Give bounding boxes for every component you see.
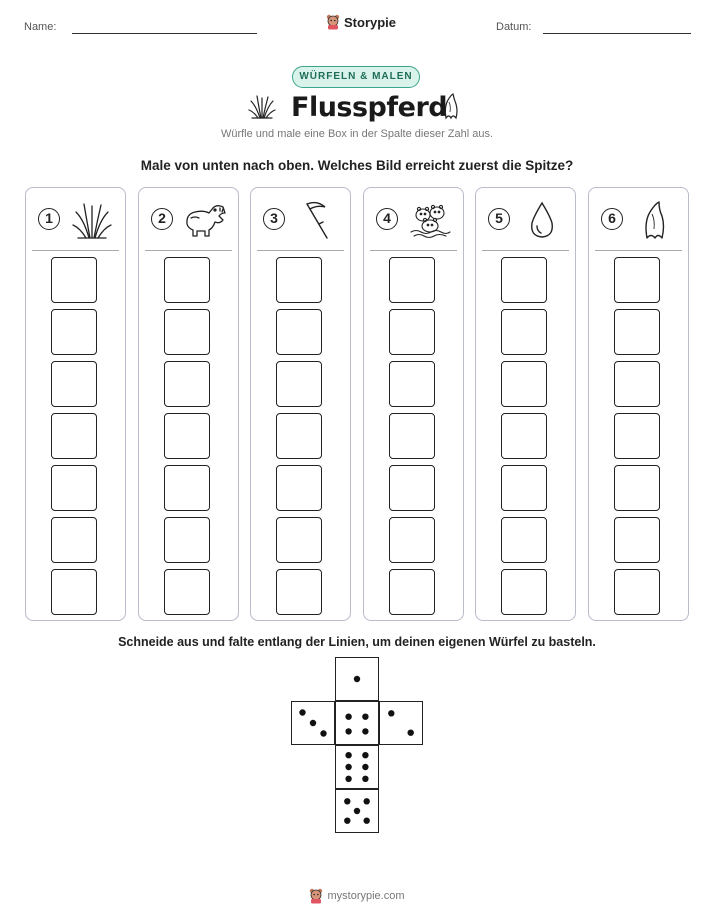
tooth-icon — [633, 198, 677, 242]
page-title: Flusspferd — [291, 92, 448, 123]
color-box[interactable] — [501, 569, 547, 615]
column-divider — [370, 250, 457, 251]
color-box[interactable] — [276, 517, 322, 563]
color-box[interactable] — [164, 465, 210, 511]
color-box[interactable] — [276, 361, 322, 407]
color-box[interactable] — [276, 465, 322, 511]
color-box[interactable] — [51, 257, 97, 303]
color-box[interactable] — [501, 465, 547, 511]
die-pip — [362, 752, 368, 758]
die-pip — [354, 676, 360, 682]
die-pip — [320, 730, 326, 736]
column-divider — [32, 250, 119, 251]
color-box[interactable] — [389, 517, 435, 563]
column-number: 3 — [263, 208, 285, 230]
date-line — [543, 33, 691, 34]
color-box[interactable] — [164, 309, 210, 355]
column-2 — [138, 187, 239, 621]
color-box[interactable] — [389, 413, 435, 459]
die-face-5 — [335, 789, 379, 833]
column-number: 2 — [151, 208, 173, 230]
name-line — [72, 33, 257, 34]
color-box[interactable] — [614, 361, 660, 407]
color-box[interactable] — [164, 361, 210, 407]
color-box[interactable] — [614, 257, 660, 303]
color-box[interactable] — [501, 413, 547, 459]
color-box[interactable] — [614, 517, 660, 563]
color-box[interactable] — [501, 361, 547, 407]
color-box[interactable] — [501, 309, 547, 355]
category-badge: WÜRFELN & MALEN — [292, 66, 420, 88]
die-pip — [299, 709, 305, 715]
die-face-6 — [335, 745, 379, 789]
color-box[interactable] — [276, 569, 322, 615]
column-divider — [257, 250, 344, 251]
color-box[interactable] — [389, 257, 435, 303]
die-pip — [345, 728, 351, 734]
storypie-bear-icon — [326, 14, 340, 30]
column-number: 1 — [38, 208, 60, 230]
color-box[interactable] — [51, 309, 97, 355]
color-box[interactable] — [51, 465, 97, 511]
column-6 — [588, 187, 689, 621]
footer — [0, 888, 714, 904]
die-pip — [362, 776, 368, 782]
color-box[interactable] — [614, 309, 660, 355]
die-pip — [345, 714, 351, 720]
color-box[interactable] — [389, 309, 435, 355]
brand-logo — [326, 14, 396, 30]
die-pip — [362, 714, 368, 720]
die-face-1 — [335, 657, 379, 701]
color-box[interactable] — [276, 257, 322, 303]
die-face-4 — [335, 701, 379, 745]
subtitle: Würfle und male eine Box in der Spalte dieser Zahl aus. — [220, 128, 494, 140]
color-box[interactable] — [389, 465, 435, 511]
die-pip — [345, 776, 351, 782]
column-divider — [145, 250, 232, 251]
color-box[interactable] — [164, 569, 210, 615]
die-pip — [362, 764, 368, 770]
die-pip — [364, 818, 370, 824]
color-box[interactable] — [51, 361, 97, 407]
color-box[interactable] — [501, 257, 547, 303]
color-box[interactable] — [164, 517, 210, 563]
column-divider — [482, 250, 569, 251]
color-box[interactable] — [389, 569, 435, 615]
die-pip — [344, 798, 350, 804]
brand-name: Storypie — [344, 14, 397, 30]
color-box[interactable] — [501, 517, 547, 563]
column-1 — [25, 187, 126, 621]
footer-url: mystorypie.com — [327, 890, 405, 902]
hippo-icon — [183, 198, 227, 242]
column-divider — [595, 250, 682, 251]
die-pip — [344, 818, 350, 824]
die-pip — [364, 798, 370, 804]
die-face-3 — [291, 701, 335, 745]
hippo-family-icon — [408, 198, 452, 242]
die-pip — [310, 720, 316, 726]
tooth-icon — [441, 92, 461, 120]
storypie-bear-icon — [309, 888, 323, 904]
color-box[interactable] — [276, 309, 322, 355]
die-pip — [345, 764, 351, 770]
color-box[interactable] — [614, 569, 660, 615]
date-label: Datum: — [496, 21, 532, 33]
color-box[interactable] — [164, 413, 210, 459]
die-face-2 — [379, 701, 423, 745]
column-3 — [250, 187, 351, 621]
column-number: 4 — [376, 208, 398, 230]
color-box[interactable] — [51, 413, 97, 459]
color-box[interactable] — [164, 257, 210, 303]
die-pip — [362, 728, 368, 734]
die-pip — [354, 808, 360, 814]
column-number: 5 — [488, 208, 510, 230]
cut-instruction: Schneide aus und falte entlang der Linien, um deinen eigenen Würfel zu basteln. — [118, 635, 596, 649]
color-box[interactable] — [614, 413, 660, 459]
name-label: Name: — [24, 21, 57, 33]
column-number: 6 — [601, 208, 623, 230]
color-box[interactable] — [614, 465, 660, 511]
die-pip — [408, 730, 414, 736]
grass-icon — [70, 198, 114, 242]
color-box[interactable] — [51, 569, 97, 615]
question: Male von unten nach oben. Welches Bild erreicht zuerst die Spitze? — [140, 158, 574, 173]
water-drop-icon — [520, 198, 564, 242]
column-4 — [363, 187, 464, 621]
die-pip — [388, 710, 394, 716]
color-box[interactable] — [276, 413, 322, 459]
color-box[interactable] — [389, 361, 435, 407]
scythe-icon — [295, 198, 339, 242]
column-5 — [475, 187, 576, 621]
grass-icon — [248, 92, 276, 120]
die-pip — [345, 752, 351, 758]
color-box[interactable] — [51, 517, 97, 563]
